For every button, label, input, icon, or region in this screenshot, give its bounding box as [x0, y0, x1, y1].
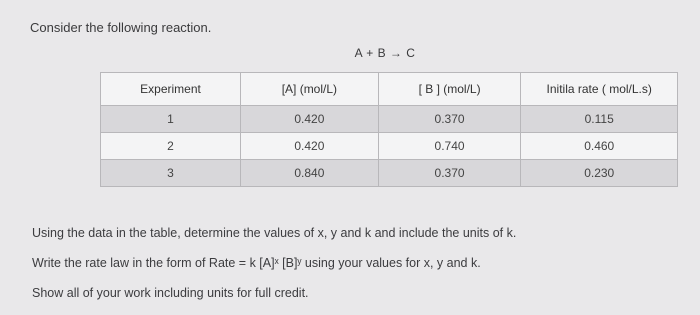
cell-experiment: 1 [101, 106, 241, 133]
cell-concentration-a: 0.840 [241, 160, 379, 187]
question-determine-values: Using the data in the table, determine the values of x, y and k and include the units of k. [32, 226, 517, 240]
header-experiment: Experiment [101, 73, 241, 106]
cell-concentration-b: 0.370 [378, 160, 521, 187]
cell-initial-rate: 0.230 [521, 160, 678, 187]
cell-experiment: 3 [101, 160, 241, 187]
table-row [101, 106, 678, 133]
cell-concentration-b: 0.370 [378, 106, 521, 133]
question-show-work: Show all of your work including units for full credit. [32, 286, 309, 300]
table-row [101, 160, 678, 187]
cell-concentration-a: 0.420 [241, 106, 379, 133]
header-concentration-a: [A] (mol/L) [241, 73, 379, 106]
question-rate-law: Write the rate law in the form of Rate = k [A]ˣ [B]ʸ using your values for x, y and k. [32, 256, 481, 270]
cell-concentration-a: 0.420 [241, 133, 379, 160]
header-concentration-b: [ B ] (mol/L) [378, 73, 521, 106]
cell-initial-rate: 0.115 [521, 106, 678, 133]
table-row [101, 133, 678, 160]
cell-initial-rate: 0.460 [521, 133, 678, 160]
cell-concentration-b: 0.740 [378, 133, 521, 160]
cell-experiment: 2 [101, 133, 241, 160]
header-initial-rate: Initila rate ( mol/L.s) [521, 73, 678, 106]
intro-text: Consider the following reaction. [30, 20, 212, 35]
table-header-row [101, 73, 678, 106]
reaction-equation: A + B → C [354, 46, 416, 60]
data-table [100, 72, 678, 187]
